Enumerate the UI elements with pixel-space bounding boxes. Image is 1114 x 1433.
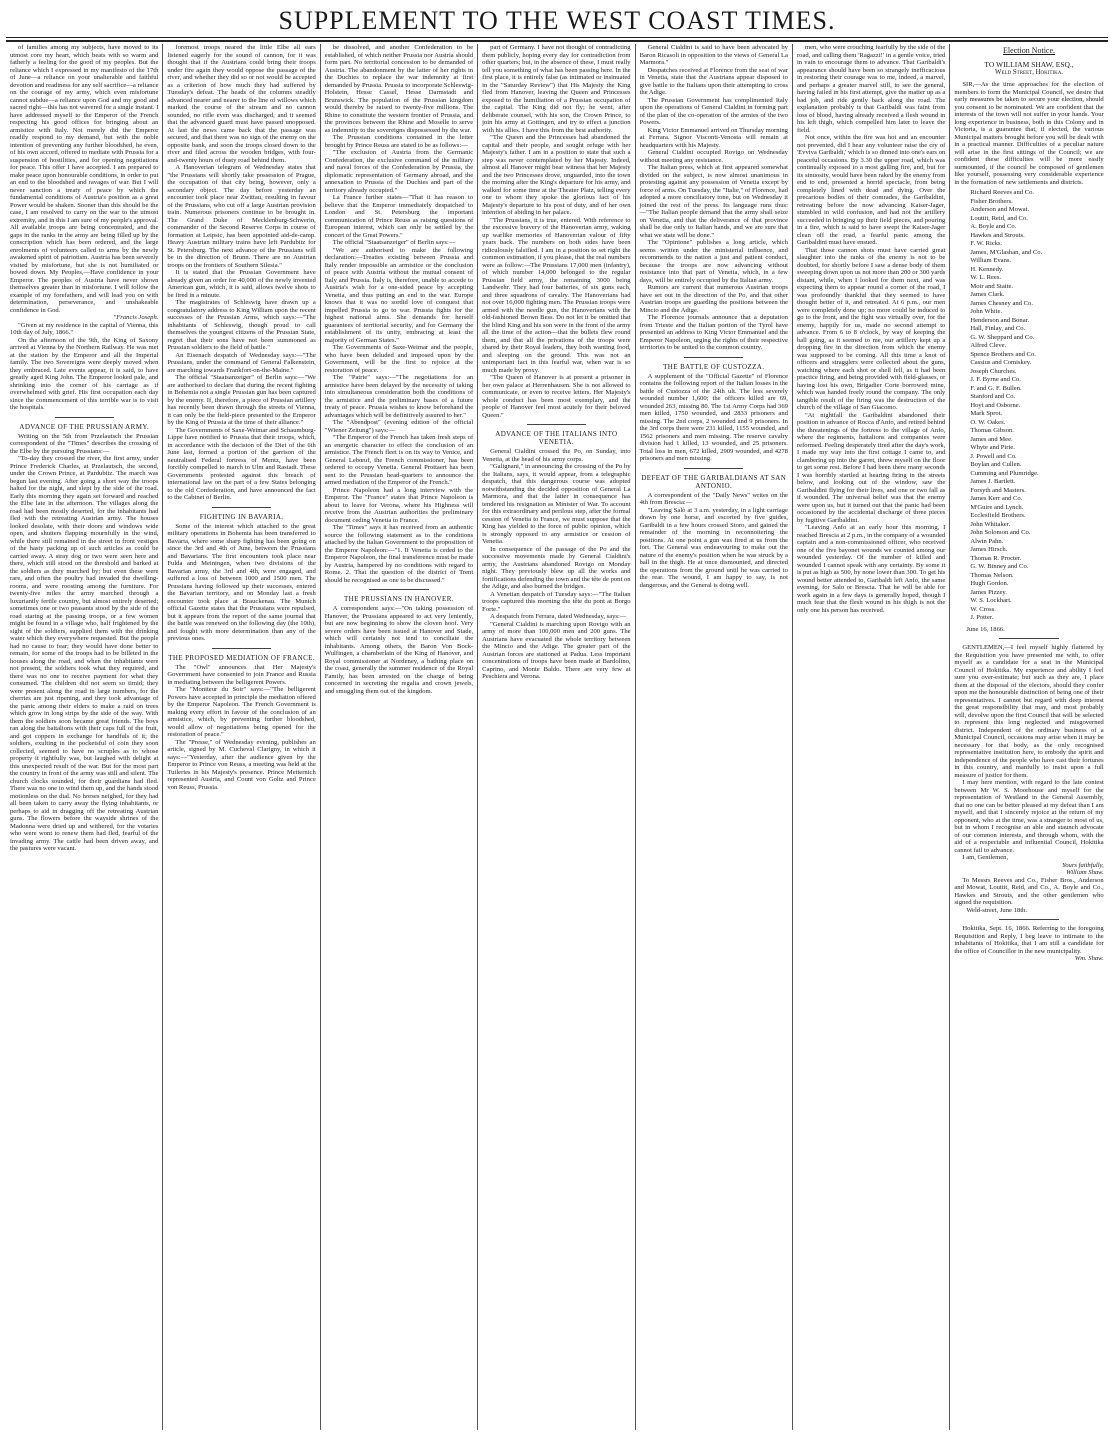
article-paragraph: The "Times" says it has received from an authentic source the following statement as to the conditions attached by the Italian Government to the proposition of the Emperor Napoleon:—"1. If Venetia is ceded to the Emperor Napoleon, the final transference must be made by Austria, hampered by no conditions with regard to Rome. 2. That the question of the district of Trent should be recognised as one to be discussed." [324,524,474,584]
headline-prussian-army: ADVANCE OF THE PRUSSIAN ARMY. [19,422,150,431]
separator [684,357,743,358]
signatory-name: Alwin Pahn. [970,537,1004,545]
signatory-name: Hawkes and Strouts. [970,231,1025,239]
article-paragraph: The "Abendpost" (evening edition of the official "Wiener Zeitung") says:— [324,419,474,434]
signatory-name: F. W. Ricks. [970,240,1003,247]
signatory-name: Mark Sprot. [970,410,1003,417]
article-paragraph: Prince Napoleon had a long interview with the Emperor. The "France" states that Prince Napoleon is about to leave for Verona, where his Highness will receive from the Austrian authorities the preliminary document ceding Venetia to France. [324,486,474,524]
signatory-name: Whyte and Pirie. [970,444,1015,451]
signatory-name: H. Kennedy. [970,265,1004,273]
election-notice-heading: Election Notice. [1003,46,1056,55]
article-paragraph: The Governments of Saxe-Weimar and Schaumburg-Lippe have notified to Prussia that their troops, which, in accordance with the decision of the Diet of the 6th June last, formed a portion of the garrison of the neutralised Federal fortress of Mentz, have been forcibly compelled to march to Ulm and Rastadt. These Governments protested against this breach of international law on the part of a few States belonging to the old Confederation, and have announced the fact to the Cabinet of Berlin. [167,426,316,501]
column-4 [478,44,635,1430]
column-7-election-notice [950,44,1107,1430]
separator [527,424,586,425]
article-paragraph: That those cannon shots must have carried great slaughter into the ranks of the enemy is not to be doubted, for shortly before I saw a dense body of them sweeping down upon us not more than 200 or 300 yards distant, while, when I looked for them next, and was expecting them to appear round a corner of the road, I was profoundly thankful that they seemed to have thought better of it, and retreated. At 6 p.m., our men were completely done up; no more could be induced to go to the front, and the fight was virtually over, for the enemy, happily for us, made no second attempt to advance. From 6 to 8 o'clock, by way of keeping the ball going, as it seemed to me, our artillery kept up a dropping fire in the direction from which the enemy was supposed to be coming. All this time a knot of officers and stragglers were collected about the guns, watching where each shot or shell fell, as it had been practice firing, and being provided with field-glasses, or having lost his own, Brigadier Corte borrowed mine, which was handed freely round the company. The only tangible result of the firing was the destruction of the church of the village of San Giacomo. [796,246,946,411]
signatory-name: John White. [970,308,1003,315]
signatory-name: J. Powell and Co. [970,452,1017,460]
article-paragraph: The Florence journals announce that a deputation from Trieste and the Italian portion of the Tyrol have presented an address to King Victor Emmanuel and the Emperor Napoleon, urging the rights of their respective territories to be united to the common country. [639,314,788,351]
signatory-name: Thomas Nelson. [970,571,1014,579]
article-paragraph: King Victor Emmanuel arrived on Thursday morning at Ferrara. Signor Visconti-Venosta will remain at headquarters with his Majesty. [639,126,788,149]
article-paragraph: The official "Staatsanzeiger" of Berlin says:—"We are authorised to declare that during the recent fighting in Bohemia not a single Prussian gun has been captured by the enemy. If, therefore, a piece of Prussian artillery has recently been drawn through the streets of Vienna, it can only be the field-piece presented to the Emperor by the King of Prussia at the time of their alliance." [167,374,316,426]
newspaper-columns [6,44,1108,1430]
requisition-date: June 16, 1866. [966,625,1005,633]
article-paragraph: The official "Staatsanzeiger" of Berlin says:— [332,239,456,246]
separator [55,417,114,418]
signatory-name: W. L. Rees. [970,274,1002,281]
article-paragraph: A Hanoverian telegram of Wednesday states that "the Prussians will shortly take possession of Prague, the occupation of that city being, however, only a secondary object. The day before yesterday an encounter took place near Zwittau, resulting in favour of the Prussians, who cut off a large Austrian provision train. Numerous prisoners continue to be brought in. The Grand Duke of Mecklenburg-Schwerin, commander of the Second Reserve Corps in course of formation at Leipsic, has been appointed aid-de-camp. Heavy Austrian military trains have left Pardubitz for St. Petersburg. The next advance of the Prussians will be in the direction of Brunn. There are no Austrian troops on the frontiers of Southern Silesia." [167,164,316,269]
separator [212,648,271,649]
article-paragraph: "General Cialdini is marching upon Rovigo with an army of more than 100,000 men and 200 guns. The Austrians have evacuated the whole territory between the Mincio and the Adige. The greater part of the Austrian forces are stationed at Padua. Less important concentrations of troops have been made at Bardolino, Caprino, and Monte Baldo. There are very few at Peschiera and Verona. [482,620,631,680]
signatory-name: Hugh Gordon. [970,580,1009,587]
signatory-name: Fisher Brothers. [970,197,1013,205]
addressee: TO WILLIAM SHAW, ESQ., [984,60,1074,69]
separator [999,638,1059,639]
signatory-name: James Chesney and Co. [970,299,1033,307]
signatory-name: James, M'Glashan, and Co. [970,248,1043,256]
reply-body: GENTLEMEN,—I feel myself highly flattered by the Requisition you have presented me with, to offer myself as a candidate for a seat in the Municipal Council of Hokitika. My experience and ability I feel sure you over-estimate; but such as they are, I place them at the disposal of the electors, should they confer upon me the honourable distinction of being one of their representatives. I cannot but regard with deep interest the great responsibility that may, and most probably will, devolve upon the first Council that will be selected to represent this long neglected and misgoverned district. Independent of the ordinary business of a Municipal Council, occasions may arise when it may be necessary for that body, as the only recognised representative institution here, to embody the spirit and independence of the people who have cast their fortunes in this country, and manfully to insist upon a full measure of justice for them. [954,644,1104,779]
article-paragraph: It is stated that the Prussian Government have already given an order for 40,000 of the newly invented American gun, which, it is said, allows twelve shots to be fired in a minute. [167,269,316,299]
signatory-name: Thomas R. Procter. [970,554,1022,562]
addressee-street: Weld Street, Hokitika. [995,69,1064,76]
masthead-rule [6,37,1108,38]
article-paragraph: "Given at my residence in the capital of Vienna, this 10th day of July, 1866." [10,321,159,336]
election-notice-title [954,46,1103,56]
article-paragraph: of families among my subjects, have moved to its utmost core my heart, which beats with so warm and fatherly a feeling for the good of my peoples. But the reliance which I expressed in my manifesto of the 17th of June—a reliance on your unalterable and faithful devotion and readiness for any self sacrifice—a reliance on the courage of my army, which even misfortune cannot subdue—a reliance upon God and my good and sacred right—this has not wavered for a single instant. I have addressed myself to the Emperor of the French respecting his good offices for bringing about an armistice with Italy. Not merely did the Emperor readily respond to my demand, but with the noble intention of preventing any further bloodshed, he even, of his own accord, offered to mediate with Prussia for a suspension of hostilities, and for opening negotiations for peace. This offer I have accepted. I am prepared to make peace upon honourable conditions, in order to put an end to the bloodshed and ravages of war. But I will never sanction a treaty of peace by which the fundamental conditions of Austria's position as a great Power would be shaken. Sooner than this should be the case, I am resolved to carry on the war to the utmost extremity, and in this I am sure of my people's approval. All available troops are being concentrated, and the gaps in the ranks in the army are being filled up by the conscription which has been ordered, and the large enrolments of volunteers called to arms by the newly awakened spirit of patriotism. Austria has been severely visited by misfortune, but she is not humiliated or bowed down. My Peoples,—Have confidence in your Emperor. The peoples of Austria have never shown themselves greater than in misfortune. I will follow the example of my forefathers, and will lead you on with determination, perseverance, and unshakeable confidence in God. [10,44,159,314]
signature: "Francis Joseph. [113,314,159,321]
article-paragraph: "The exclusion of Austria from the Germanic Confederation, the exclusive command of the military and naval forces of the Confederation by Prussia, the diplomatic representation of Germany abroad, and the annexation to Prussia of the Duchies and part of the territory already occupied." [324,149,474,194]
headline-garibaldians: DEFEAT OF THE GARIBALDIANS AT SAN ANTONIO. [641,473,787,490]
headline-hanover: THE PRUSSIANS IN HANOVER. [344,595,454,603]
notice-signature: Wm. Shaw. [1074,955,1104,962]
requisition-body: SIR,—As the time approaches for the election of members to form the Municipal Council, we desire that early measures be taken to secure your election, should you consent to be nominated. We are confident that the interests of the town will not suffer in your hands. Your long experience in business, both in this Colony and in Victoria, is a guarantee that, if elected, the various Municipal matters brought before you will be dealt with in a practical manner. Difficulties of a peculiar nature will arise in the first sittings of the Council; we are confident these difficulties will be more easily surmounted, if the council be composed of gentlemen like yourself, possessing very considerable experience in the formation of new settlements and districts. [954,81,1104,186]
article-paragraph: A correspondent says:—"On taking possession of Hanover, the Prussians appeared to act very leniently, but are now beginning to show the cloven hoof. Very severe orders have been issued at Hanover and Stade, which will certainly not tend to conciliate the inhabitants. Among others, the Baron Von Bock-Wulfingen, a chamberlain of the King of Hanover, and Royal commissioner at Nordeney, a bathing place on the coast, generally the summer residence of the Royal Family, has been arrested on the charge of being concerned in secreting the regalia and crown jewels, and smuggling them out of the kingdom. [324,605,474,695]
signatory-name: J. Potter. [970,614,994,621]
article-paragraph: A despatch from Ferrara, dated Wednesday, says:— [490,613,627,620]
article-paragraph: be dissolved, and another Confederation to be established, of which neither Prussia nor Austria should form part. No territorial concession to be demanded of Austria. The abandonment by the latter of her rights in the Duchies to replace the war indemnity at first demanded by Prussia. Prussia to incorporate Schleswig-Holstein, Hesse Cassel, Hesse Darmstadt and Brunswick. The population of the Prussian kingdom would thereby be raised to twenty-five millions. The Rhine to constitute the western frontier of Prussia, and the provinces between the Rhine and Moselle to serve as indemnity to the sovereigns dispossessed by the war. [324,44,474,134]
article-paragraph: "Leaving Anfo at an early hour this morning, I reached Brescia at 2 p.m., in the company of a wounded captain and a non-commissioned officer, who received one of the five bayonet wounds we counted among our wounded yesterday. Of the number of killed and wounded I cannot speak with any certainty. By some it is put as high as 500, by none lower than 300. To get his wound better attended to, Garibaldi left Anfo, the same evening, for Salo or Brescia. That he will be able for work again in a few days is generally hoped, though I much fear that the flesh wound in his thigh is not the only one his person has received. [796,524,946,614]
article-paragraph: In consequence of the passage of the Po and the successive movements made by General Cialdini's army, the Austrians abandoned Rovigo on Monday night. They previously blew up all the works and fortifications defending the town and the tête de pont on the Adige, and also burned the bridges. [482,545,631,590]
article-paragraph: part of Germany. I have not thought of contradicting them publicly, hoping every day for contradiction from other quarters; but, in the absence of these, I must really tell you something of what has been passing here. In the first place, it is entirely false (as intimated or insinuated in the "Saturday Review") that His Majesty the King fled from Hanover, leaving the Queen and Princesses exposed to the humiliation of a Prussian occupation of the capital. The King did not fly; he went, after deliberate counsel, with his son, the Crown Prince, to join his army at Gottingen, and try to effect a junction with his allies. I have this from the best authority. [482,44,631,134]
reply-signature: William Shaw. [1066,869,1104,876]
signatory-name: James and Mee. [970,435,1013,443]
signatory-name: A. Boyle and Co. [970,223,1017,230]
signatory-name: Spence Brothers and Co. [970,350,1036,358]
column-6 [793,44,950,1430]
column-2 [163,44,320,1430]
separator [369,589,428,590]
signatory-name: Thomas Gibson. [970,427,1014,434]
article-paragraph: A correspondent of the "Daily News" writes on the 4th from Brescia:— [639,491,788,506]
signatory-name: Alfred Cleve. [970,342,1007,349]
headline-mediation: THE PROPOSED MEDIATION OF FRANCE. [168,653,315,662]
article-paragraph: Despatches received at Florence from the seat of war in Venetia, state that the Austrians appear disposed to give battle to the Italians upon their attempting to cross the Adige. [639,66,788,96]
article-paragraph: The Governments of Saxe-Weimar and the people, who have been deluded and imposed upon by the Government, will be the first to rejoice at the restoration of peace. [324,344,474,374]
signatory-name: James Pizzey. [970,588,1007,596]
signatory-name: Hoyt and Osborne. [970,401,1021,409]
article-paragraph: The "Moniteur du Soir" says:—"The belligerent Powers have accepted in principle the mediation offered by the Emperor Napoleon. The French Government is making every effort in favour of the conclusion of an armistice, which, by preventing further bloodshed, would allow of negotiations being opened for the restoration of peace." [167,686,316,738]
reply-yours: Yours faithfully, [1062,861,1104,869]
column-3 [321,44,478,1430]
article-paragraph: The "Owl" announces that Her Majesty's Government have consented to join France and Russia in mediating between the belligerent Powers. [167,663,316,686]
reply-closing: I am, Gentlemen, [962,854,1009,861]
article-paragraph: The "Opinione" publishes a long article, which seems written under the ministerial influence, and recommends to the nation a just and patient conduct, because the troops are now advancing without resistance into that part of Venetia, which, in a few days, will be entirely occupied by the Italian army. [639,239,788,284]
signatory-name: O. W. Oakes. [970,418,1006,426]
signatory-name: Louttit, Reid, and Co. [970,214,1028,222]
article-paragraph: The Italian press, which at first appeared somewhat divided on the subject, is now almost unanimous in protesting against any possession of Venetia except by force of arms. On Tuesday, the "Italie," of Florence, had adopted a more conciliatory tone, but on Wednesday it joined the rest of the press. Its language runs thus:—"The Italian people demand that the army shall seize on Venetia, and that the deliverance of that province shall be due only to Italian hands, and we are sure that what we state will be done." [639,164,788,239]
reply-date: Weld-street, June 18th. [966,906,1027,914]
signatory-name: James J. Bartlett. [970,478,1016,485]
signatory-name: Richard Reeves and Co. [970,189,1035,196]
article-paragraph: Some of the interest which attached to the great military operations in Bohemia has been transferred to Bavaria, where some sharp fighting has been going on since the 3rd and 4th of June, between the Prussians and Bavarians. The first encounters took place near Fulda and Meiningen, when two divisions of the Bavarian army, the 3rd and 4th, were engaged, and suffered a loss of between 1000 and 1500 men. The Prussians having followed up their successes, entered the Bavarian territory, and on Monday last a fresh encounter took place at Brauckenau. The Munich official Gazette states that the Prussians were repulsed, but it appears from the report of the same journal that the battle was renewed on the following day (the 10th), and fought with more determination than any of the previous ones. [167,522,316,642]
article-paragraph: General Cialdini is said to have been advocated by Baron Ricasoli in opposition to the views of General La Marmora." [639,44,788,66]
notice-body: Hokitika, Sept. 16, 1866. Referring to the foregoing Requisition and Reply, I beg leave to intimate to the inhabitants of Hokitika, that I am still a candidate for the office of Councillor in the new municipality. [954,925,1104,955]
signatory-name: Ecclesfield Brothers. [970,512,1026,519]
article-paragraph: General Cialdini occupied Rovigo on Wednesday without meeting any resistance. [639,149,788,164]
article-paragraph: La France further states—"That it has reason to believe that the Emperor immediately despatched to London and St. Petersburg the important communication of Prince Reuss as raising questions of European interest, which can only be settled by the concert of the Great Powers." [324,194,474,239]
separator [684,468,743,469]
signatory-name: James Clark. [970,291,1005,298]
article-paragraph: The "Presse," of Wednesday evening, publishes an article, signed by M. Cucheval Clarigny, in which it says:—"Yesterday, after the audience given by the Emperor to Prince von Reuss, a meeting was held at the Tuileries in his Majesty's presence. Prince Metternich represented Austria, and Count von Goltz and Prince von Reuss, Prussia. [167,738,316,791]
article-paragraph: Rumors are current that numerous Austrian troops have set out in the direction of the Po, and that other Austrian troops are guarding the positions between the Mincio and the Adige. [639,284,788,314]
reply-recipients: To Messrs Reeves and Co., Fisher Bros., Anderson and Mowat, Louttit, Reid, and Co., A. Boyle and Co., Hawkes and Strouts, and the other gentlemen who signed the requisition. [954,876,1104,906]
article-paragraph: foremost troops neared the little Elbe all ears listened eagerly for the sound of cannon, for it was thought that if the Austrians could bring their troops under fire again they would oppose the passage of the river, and whether they did so or not would be accepted as a criterion of how much they had suffered by Tuesday's defeat. The heads of the columns steadily advanced nearer and nearer to the line of willows which marked the course of the stream and no cannon sounded, no rifle even was discharged, and it seemed that the advanced guard must have passed unopposed. At last the news came back that the passage was secured, and that there was no sign of the enemy on the opposite bank, and soon the troops closed down to the river and filed across the wooden bridges, with four-and-twenty hours of dusty road behind them. [167,44,316,164]
reply-body: I may here mention, with regard to the late contest between Mr W. S. Moorhouse and myself for the representation of Westland in the General Assembly, that no one can be better pleased at my defeat than I am myself, and that I sincerely rejoice at the return of my opponent, who at the time, was a stranger to most of us, but in whom I recognise an able and staunch advocate of our common interests, and through whom, with the aid of a respectable and influential Council, Hokitika cannot fail to advance. [954,779,1104,854]
signatory-name: John Whitaker. [970,520,1011,528]
headline-bavaria: FIGHTING IN BAVARIA. [199,512,284,521]
signatory-name: G. W. Sheppard and Co. [970,333,1035,341]
signatory-name: James Hirsch. [970,546,1008,553]
column-1 [6,44,163,1430]
signatory-name: Forsyth and Masters. [970,486,1026,494]
headline-italians-venetia: ADVANCE OF THE ITALIANS INTO VENETIA. [495,430,618,446]
signatory-name: John Solomon and Co. [970,529,1031,536]
article-paragraph: The magistrates of Schleswig have drawn up a congratulatory address to King William upon the recent successes of the Prussian Arms, which says:—"The inhabitants of Schleswig, though proud to call themselves the youngest citizens of the Prussian State, regret that their sons have not been summoned as Prussian soldiers to the field of battle." [167,299,316,351]
article-paragraph: The "Patrie" says:—"The negotiations for an armistice have been delayed by the necessity of taking into simultaneous consideration both the conditions of the armistice and the preliminary bases of a future treaty of peace. Prussia wishes to know beforehand the advantages which will be definitively assured to her." [324,374,474,419]
article-paragraph: "To-day they crossed the river, the first army, under Prince Frederick Charles, at Przelautsch, the second, under the Crown Prince, at Pardubitz. The march was begun last evening. After going a short way the troops halted for the night, and slept by the side of the road. Early this morning they again set forward and reached the Elbe late in the afternoon. The villages along the road had been mostly deserted, for the inhabitants had fled with the retreating Austrian army. The houses looked desolate, with their doors and windows wide open, and shutters flapping mournfully in the wind, while there still remained in the street in front vestiges of the hasty packing up of such articles as could be carried away. A stray dog or two were seen here and there, which still stood on the threshold and barked at the soldiers as they marched by; but even these were rare, and often the poultry had invaded the dwelling-rooms, and were roosting among the furniture. For twenty-five miles the army marched through a luxuriantly fertile country, but almost entirely deserted; sometimes one or two peasants stood by the side of the road staring at the passing troops, or a few women might be found in a village who, half frightened by the sight of the soldiers, supplied them with the drinking water which they everywhere requested. But the people had no cause to fear; they would have done better to remain, for some of the troops had to be billeted in the houses along the road, and when the inhabitants were not present, the soldiers took what they required, and there was no one to receive payment for what they consumed. The children did not seem so timid; they were present along the road in large numbers, for the cherries are just ripening, and they took advantage of the panic among their elders to make a raid on trees which grow in long strips by the side of the way. With them the soldiers soon became great friends. The boys ran along the battalions with their caps full of the fruit, and got coppers in exchange for handfuls of it; the soldiers, exulting in the pocketsful of coin they soon collected, seemed to have no scruples as to whose property it rightfully was, but laughed with delight at this unexpected result of the war. But for the most part the country in front of the army was still and silent. The church clocks sounded, for their guardians had fled. There was no one to wind them up, and the hands stood motionless on the dial. No horses neighed, for they had all been taken to carry away the flying inhabitants, or perhaps to aid in dragging off the retreating Austrian guns. The flowers before the wayside shrines of the Madonna were dried up and withered, for the votaries who were wont to renew them had fled, fearful of the invading army. The cattle had been driven away, and the pastures were vacant. [10,455,159,852]
signatory-name: Cassius and Comiskey. [970,359,1032,366]
separator [999,919,1059,920]
article-paragraph: The Prussian Government has complimented Italy upon the operations of General Cialdini in forming part of the plan of the co-operation of the armies of the two Powers. [639,96,788,126]
article-paragraph: men, who were crouching fearfully by the side of the road, and calling them 'Ragazzi!' in a gentle voice, tried in vain to encourage them to advance. That Garibaldi's appearance should have been so strangely inefficacious in restoring their courage was to me, indeed, a marvel, and perhaps a greater marvel still, to see the general, having failed in his first attempt, give the matter up as a bad job, and ride gently back along the road. The explanation probably is that Garibaldi was faint from loss of blood, having already received a flesh wound in his left thigh, which compelled him later to leave the field. [796,44,946,134]
article-paragraph: A supplement of the "Official Gazette" of Florence contains the following report of the Italian losses in the battle of Custozza of the 24th ult. The less severely wounded number 1,600; the officers killed are 69, wounded 263, missing 80. The 1st Army Corps had 369 men killed, 1750 wounded, and 2833 prisoners and missing. The 2nd corps, 2 wounded and 9 prisoners. In the 3rd corps there were 231 killed, 1155 wounded, and 1562 prisoners and men missing. The reserve cavalry division had 1 killed, 13 wounded, and 25 prisoners. Total loss in men, 672 killed, 2909 wounded, and 4278 prisoners and men missing. [639,372,788,462]
article-paragraph: "The Queen of Hanover is at present a prisoner in her own palace at Herrenhausen. She is not allowed to communicate, or even to receive letters. Her Majesty's whole conduct has been most exemplary, and the people of Hanover feel most acutely for their beloved Queen." [482,374,631,419]
signatory-name: J. F. Byrne and Co. [970,376,1021,383]
article-paragraph: "The Prussians, it is true, entered. With reference to the excessive bravery of the Hanoverian army, waking up warlike memories of Hanoverian valour of fifty years back. The numbers on both sides have been ridiculously falsified. I am in a position to set right the common estimation, if you please, that the real numbers were as follow:—The Prussians 17,000 men (infantry), of which number 14,000 belonged to the regular Prussian field army, the remaining 3000 being Landwehr. They had four batteries, of six guns each, and three squadrons of cavalry. The Hanoverians had not over 16,000 fighting men. The Prussian troops were armed with the needle gun, the Hanoverians with the old-fashioned Brown Bess. Do not let it be omitted that the blind King and his son were in the front of the army all the time of the action—that the bullets flew round them, and that all the privations of the troops were shared by their Royal leaders, they both wanting food, and sleeping on the ground. This was not an unimportant fact in this fearful war, when war is so much made by proxy. [482,216,631,374]
article-paragraph: "Leaving Salò at 3 a.m. yesterday, in a light carriage drawn by one horse, and escorted by five guides, Garibaldi in a few hours crossed Storo, and gained the remainder of the morning in reconnoitering the positions. At one point a gun was fired at us from the fort. The General was endeavouring to make out the nature of the enemy's position when he was struck by a ball in the thigh. He at once dismounted, and directed the operations from the ground until he was carried to the rear. The wound, I am happy to say, is not dangerous, and the General is doing well. [639,506,788,589]
signatory-name: Cumming and Plumridge. [970,469,1039,477]
signatory-name: Stanford and Co. [970,393,1016,400]
signatory-name: Henderson and Bonar. [970,316,1030,324]
headline-custozza: THE BATTLE OF CUSTOZZA. [663,362,765,371]
newspaper-title: SUPPLEMENT TO THE WEST COAST TIMES. [278,6,836,35]
signatory-name: Moir and Staite. [970,282,1014,290]
article-paragraph: "We are authorised to make the following declaration:—Treaties existing between Prussia and Italy render impossible an armistice or the conclusion of peace with Austria without the mutual consent of Italy and Prussia. Italy is, therefore, unable to accede to Austria's wish for a one-sided peace by accepting Venetia, and thus putting an end to the war. Europe knows that it was no sordid love of conquest that impelled Prussia to go to war. Prussia fights for the highest national aims. She demands for herself guarantees of territorial security, and for Germany the establishment of its unity, embracing at least the majority of German States." [324,246,474,344]
signatory-name: William Evans. [970,257,1012,264]
article-paragraph: "Galignani," in announcing the crossing of the Po by the Italians, says, it would appear, from a telegraphic despatch, that this dangerous course was adopted notwithstanding the decided opposition of General La Marmora, and that the latter in consequence has tendered his resignation as Minister of War. To account for this extraordinary and perilous step, after the formal cession of Venetia to France, we must suppose that the King has yielded to the force of public opinion, which is strongly opposed to any armistice or cession of Venetia. [482,463,631,545]
signatory-name: Boylan and Cullen. [970,461,1022,468]
signatory-name: James Kerr and Co. [970,495,1023,502]
article-paragraph: General Cialdini crossed the Po, on Sunday, into Venetia, at the head of his army corps. [482,448,631,463]
article-paragraph: Not once, within the fire was hot and an encounter not prevented, did I hear any volunteer raise the cry of 'Evviva Garibaldi,' which is so dinned into one's ears on peaceful occasions. By 3.30 the upper road, which was continually exposed to a most galling fire, and, but for its sinuosity, would have been raked by the enemy from end to end, presented a horrid spectacle, from being completely lined with dead and dying. Over the precarious bodies of their comrades, the Garibaldini, retreating before the now advancing Kaiser-Jager, stumbled in wild confusion, and had not the artillery succeeded in bringing up their field pieces, and pouring in a fire, which is said to have swept the Kaiser-Jager clean off the road, a fearful panic among the Garibaldini must have ensued. [796,134,946,246]
signatory-name: W. Cross. [970,605,996,613]
article-paragraph: "The Emperor of the French has taken fresh steps of an energetic character to effect the conclusion of an armistice. The French fleet is on its way to Venice, and General Lebœuf, the French commissioner, has been ordered to occupy Venetia. General Prottaert has been sent to the Prussian head-quarters to announce the armed mediation of the Emperor of the French." [324,434,474,486]
signatory-name: Joseph Churches. [970,367,1017,375]
masthead [0,0,1114,40]
signatory-name: G. W. Binney and Co. [970,563,1029,570]
signatory-name: F. and G. F. Bullen. [970,384,1022,392]
separator [212,507,271,508]
article-paragraph: On the afternoon of the 9th, the King of Saxony arrived at Vienna by the Northern Railway. He was met at the station by the Emperor and all the Imperial family. The two Sovereigns were deeply moved when they embraced. Late events appear, it is said, to have greatly aged King John. The Emperor looked pale, and shrinking into the corner of his carriage as if overwhelmed with grief. His first occupation each day since the commencement of this terrible war is to visit the hospitals. [10,336,159,411]
article-paragraph: A Venetian despatch of Tuesday says:—"The Italian troops captured this morning the tête du pont at Borgo Forte." [482,590,631,613]
article-paragraph: "The Queen and the Princesses had abandoned the capital and their people, and sought refuge with her Majesty's father. I am in a position to state that such a step was never contemplated by her Majesty. Indeed, almost all Hanover might bear witness that her Majesty and the two Princesses drove, unguarded, into the town the morning after the King's departure for his army, and walked for some time at the Theater Platz, telling every one to whom they spoke the glorious fact of his Majesty's departure to his post of duty, and of her own intention of abiding in her palace. [482,134,631,216]
signatory-name: Hall, Finlay, and Co. [970,325,1026,332]
article-paragraph: Writing on the 5th from Przelautsch the Prussian correspondent of the "Times" describes the crossing of the Elbe by the pursuing Prussians:— [10,432,159,455]
column-5 [636,44,793,1430]
masthead-rule-double [6,40,1108,42]
signatory-list [970,189,1103,623]
article-paragraph: "At nightfall the Garibaldini abandoned their position in advance of Rocca d'Anfo, and retired behind the threatenings of the fortress to the village of Anfo, where the regiments, battalions and companies were reformed. Feeling desperately tired after the day's work, I made my way into the first cottage I came to, and clambering up into the garret, threw myself on the floor to get some rest. Before I had been there many seconds I was horribly startled at hearing firing in the streets below, and looking out of the window, saw the Garibaldini flying for their lives, and one or two fall as if wounded. The universal belief was that the enemy were upon us, but it turned out that the panic had been occasioned by the accidental discharge of three pieces by fugitive Garibaldini. [796,411,946,524]
article-paragraph: An Eisenach despatch of Wednesday says:—"The Prussians, under the command of General Falkenstein, are marching towards Frankfort-on-the-Maine." [167,351,316,374]
signatory-name: M'Guire and Lynch. [970,503,1024,511]
signatory-name: Anderson and Mowat. [970,206,1030,213]
article-paragraph: The Prussian conditions contained in the letter brought by Prince Reuss are stated to be as follows:— [324,134,474,149]
signatory-name: W. S. Lockhart. [970,597,1012,604]
